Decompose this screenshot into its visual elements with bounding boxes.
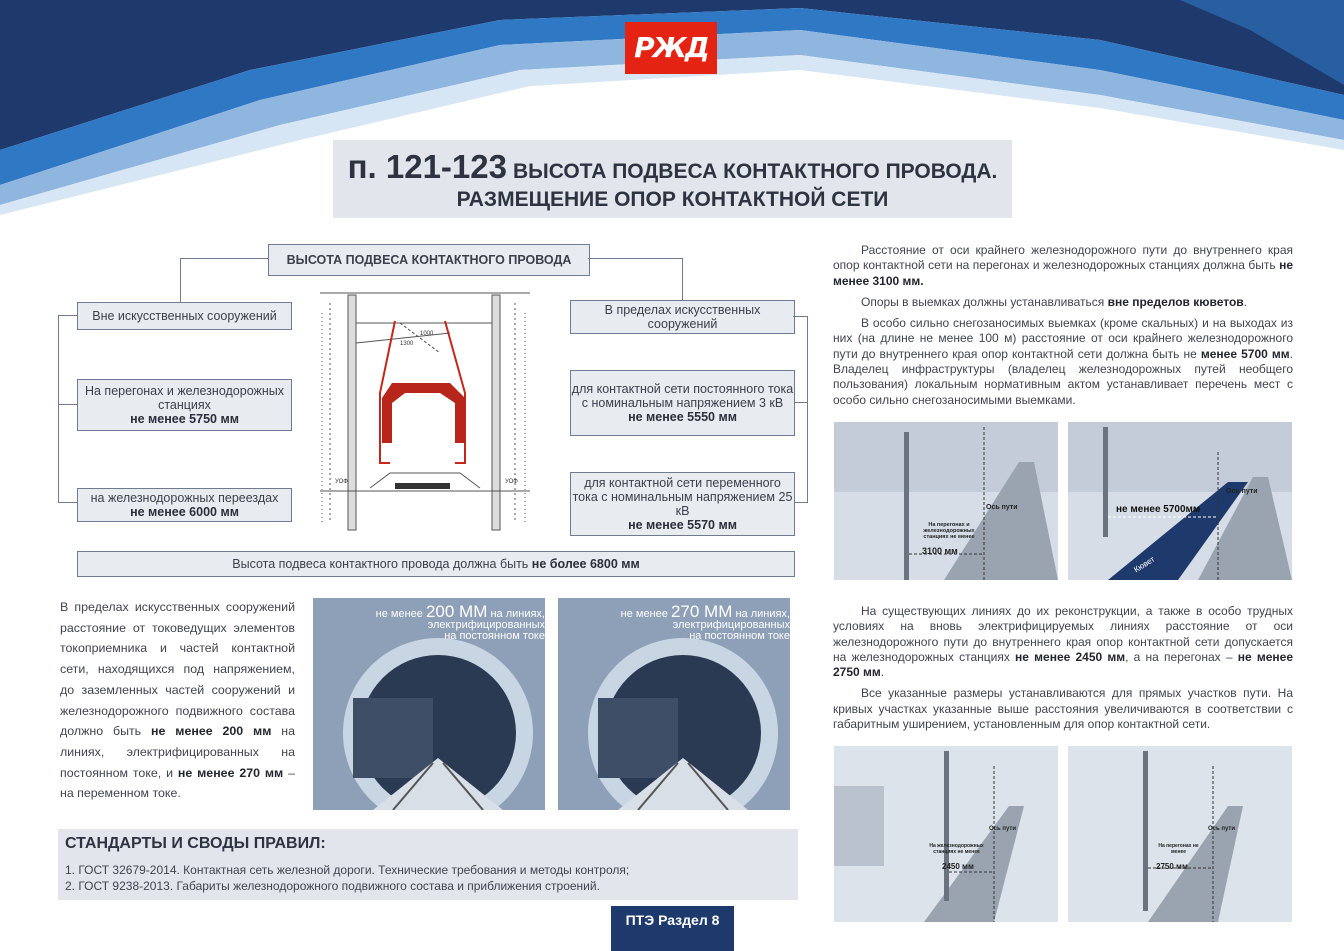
title-line1: ВЫСОТА ПОДВЕСА КОНТАКТНОГО ПРОВОДА. [512, 160, 998, 183]
right-text-bottom: На существующих линиях до их реконструкции, а также в особо трудных условиях на вновь электрифицируемых линиях расстояние от оси железнодорожного пути до внутреннего края опор контактной сети допускается на железнодорожных станциях не менее 2450 мм, а на перегонах – не менее 2750 мм. Все указанные размеры устанавливаются для прямых участков пути. На кривых участках указанные выше расстояния увеличиваются в соответствии с габаритным уширением, установленным для опор контактной сети. [833, 604, 1293, 732]
dim-1000: 1000 [420, 331, 434, 337]
dim-1300: 1300 [400, 341, 414, 347]
right-header-box: В пределах искусственных сооружений [570, 300, 795, 334]
page-title [333, 140, 1012, 218]
photo-5700: Ось пути не менее 5700мм Кювет [1068, 422, 1292, 580]
left-box-stations: На перегонах и железнодорожных станциях не менее 5750 мм [77, 379, 292, 431]
right-box-dc: для контактной сети постоянного тока с номинальным напряжением 3 кВ не менее 5550 мм [570, 370, 795, 436]
right-text-top: Расстояние от оси крайнего железнодорожного пути до внутреннего края опор контактной сети на перегонах и железнодорожных станциях должна быть не менее 3100 мм. Опоры в выемках должны устанавливаться вне пределов кюветов. В особо сильно снегозаносимых выемках (кроме скальных) и на выходах из них (на длине не менее 100 м) расстояние от оси крайнего железнодорожного пути до внутреннего края опор контактной сети должна быть не менее 5700 мм. Владелец инфраструктуры (владелец железнодорожных путей необщего пользования) локальным нормативным актом устанавливает перечень мест с особо сильно снегозаносимыми выемками. [833, 243, 1294, 407]
title-line2: РАЗМЕЩЕНИЕ ОПОР КОНТАКТНОЙ СЕТИ [456, 188, 889, 211]
standards-box [58, 829, 798, 900]
uof-label-right: УОФ [505, 479, 518, 485]
tunnel-image-ac: не менее 270 ММ на линиях, электрифицированных на постоянном токе [558, 598, 790, 810]
section-footer: ПТЭ Раздел 8 [611, 906, 734, 951]
standards-title: СТАНДАРТЫ И СВОДЫ ПРАВИЛ: [65, 835, 326, 852]
max-height-box: Высота подвеса контактного провода должна быть не более 6800 мм [77, 551, 795, 577]
tunnel-image-dc: не менее 200 ММ на линиях, электрифицированных на постоянном токе [313, 598, 545, 810]
rzd-logo: РЖД [625, 22, 717, 74]
photo-2750: Ось пути На перегонах не менее 2750 мм [1068, 746, 1292, 922]
left-header-box: Вне искусственных сооружений [77, 302, 292, 330]
photo-2450: Ось пути На железнодорожных станциях не менее 2450 мм [834, 746, 1058, 922]
left-clearance-text: В пределах искусственных сооружений расстояние от токоведущих элементов токоприемника и частей контактной сети, находящихся под напряжением, до заземленных частей сооружений и железнодорожного подвижного состава должно быть не менее 200 мм на линиях, электрифицированных на постоянном токе, и не менее 270 мм – на переменном токе. [60, 600, 295, 801]
right-box-ac: для контактной сети переменного тока с номинальным напряжением 25 кВ не менее 5570 мм [570, 472, 795, 536]
title-number: п. 121-123 [347, 148, 507, 185]
standard-item-2: 2. ГОСТ 9238-2013. Габариты железнодорожного подвижного состава и приближения строений. [65, 879, 600, 893]
photo-3100: Ось пути На перегонах и железнодорожных станциях не менее 3100 мм [834, 422, 1058, 580]
left-box-crossings: на железнодорожных переездах не менее 6000 мм [77, 488, 292, 522]
standard-item-1: 1. ГОСТ 32679-2014. Контактная сеть железной дороги. Технические требования и методы контроля; [65, 863, 630, 877]
catenary-gauge-diagram [300, 283, 550, 533]
diagram-top-box: ВЫСОТА ПОДВЕСА КОНТАКТНОГО ПРОВОДА [268, 244, 590, 276]
uof-label-left: УОФ [335, 479, 348, 485]
